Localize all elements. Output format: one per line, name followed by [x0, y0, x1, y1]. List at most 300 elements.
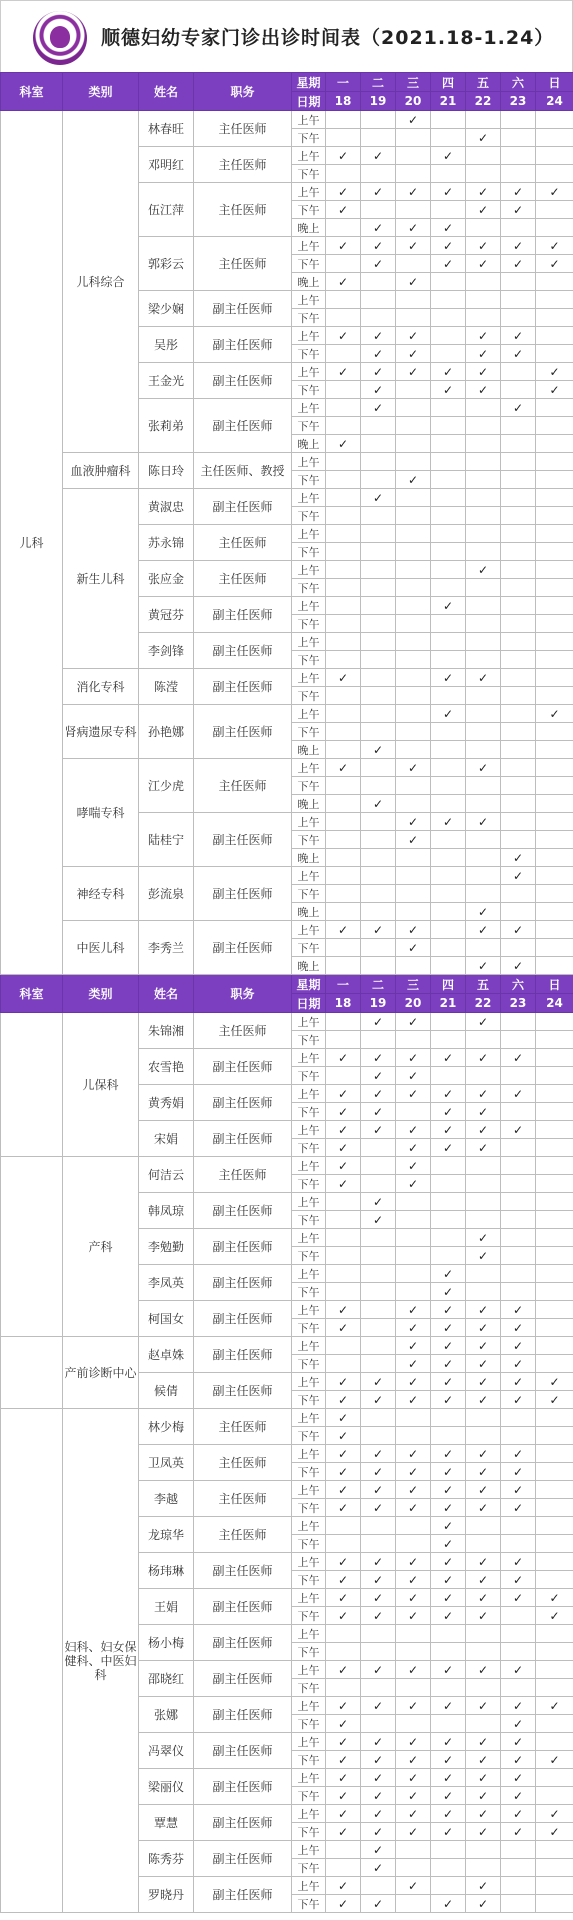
empty-slot: [501, 633, 536, 651]
session-label: 上午: [292, 489, 326, 507]
empty-slot: [396, 1265, 431, 1283]
check-icon: ✓: [326, 363, 361, 381]
empty-slot: [396, 453, 431, 471]
empty-slot: [396, 849, 431, 867]
doctor-title: 副主任医师: [194, 1589, 292, 1625]
empty-slot: [361, 525, 396, 543]
check-icon: ✓: [396, 1067, 431, 1085]
empty-slot: [466, 543, 501, 561]
session-label: 下午: [292, 1391, 326, 1409]
empty-slot: [396, 1643, 431, 1661]
session-label: 下午: [292, 165, 326, 183]
header-dept: 科室: [1, 73, 63, 111]
check-icon: ✓: [501, 1661, 536, 1679]
empty-slot: [396, 129, 431, 147]
header-date: 21: [431, 92, 466, 111]
doctor-title: 主任医师: [194, 1409, 292, 1445]
check-icon: ✓: [501, 1463, 536, 1481]
doctor-title: 副主任医师: [194, 1301, 292, 1337]
page-title: 顺德妇幼专家门诊出诊时间表（2021.18-1.24）: [101, 27, 555, 49]
doctor-name: 伍江萍: [139, 183, 194, 237]
session-label: 上午: [292, 363, 326, 381]
empty-slot: [466, 1643, 501, 1661]
empty-slot: [326, 867, 361, 885]
check-icon: ✓: [501, 1733, 536, 1751]
check-icon: ✓: [361, 1085, 396, 1103]
check-icon: ✓: [466, 237, 501, 255]
empty-slot: [326, 651, 361, 669]
empty-slot: [396, 1679, 431, 1697]
check-icon: ✓: [431, 1121, 466, 1139]
empty-slot: [431, 1841, 466, 1859]
empty-slot: [501, 903, 536, 921]
session-label: 下午: [292, 687, 326, 705]
empty-slot: [466, 507, 501, 525]
empty-slot: [326, 1031, 361, 1049]
header-weekday: 六: [501, 73, 536, 92]
doctor-title: 主任医师: [194, 1481, 292, 1517]
check-icon: ✓: [466, 759, 501, 777]
check-icon: ✓: [466, 1337, 501, 1355]
empty-slot: [326, 1265, 361, 1283]
doctor-name: 农雪艳: [139, 1049, 194, 1085]
empty-slot: [536, 1625, 573, 1643]
session-label: 上午: [292, 1409, 326, 1427]
check-icon: ✓: [326, 327, 361, 345]
empty-slot: [466, 723, 501, 741]
empty-slot: [501, 525, 536, 543]
session-label: 上午: [292, 399, 326, 417]
empty-slot: [361, 1301, 396, 1319]
empty-slot: [361, 687, 396, 705]
doctor-title: 主任医师: [194, 1157, 292, 1193]
doctor-title: 副主任医师: [194, 1373, 292, 1409]
doctor-title: 副主任医师: [194, 1769, 292, 1805]
doctor-title: 副主任医师: [194, 813, 292, 867]
empty-slot: [466, 291, 501, 309]
empty-slot: [361, 507, 396, 525]
check-icon: ✓: [326, 1589, 361, 1607]
check-icon: ✓: [361, 741, 396, 759]
check-icon: ✓: [466, 561, 501, 579]
table-row: [1, 1013, 573, 1031]
session-label: 下午: [292, 345, 326, 363]
session-label: 上午: [292, 183, 326, 201]
empty-slot: [361, 1355, 396, 1373]
empty-slot: [396, 1409, 431, 1427]
doctor-name: 林少梅: [139, 1409, 194, 1445]
empty-slot: [536, 543, 573, 561]
empty-slot: [536, 939, 573, 957]
session-label: 下午: [292, 1175, 326, 1193]
empty-slot: [431, 939, 466, 957]
check-icon: ✓: [326, 1895, 361, 1913]
session-label: 下午: [292, 507, 326, 525]
empty-slot: [466, 849, 501, 867]
check-icon: ✓: [361, 1553, 396, 1571]
empty-slot: [326, 471, 361, 489]
empty-slot: [361, 1319, 396, 1337]
check-icon: ✓: [326, 1175, 361, 1193]
empty-slot: [361, 579, 396, 597]
empty-slot: [501, 1103, 536, 1121]
empty-slot: [396, 525, 431, 543]
empty-slot: [361, 957, 396, 975]
check-icon: ✓: [466, 1607, 501, 1625]
empty-slot: [361, 849, 396, 867]
empty-slot: [361, 543, 396, 561]
doctor-name: 李凤英: [139, 1265, 194, 1301]
header-date: 24: [536, 994, 573, 1013]
header-date: 23: [501, 92, 536, 111]
empty-slot: [536, 903, 573, 921]
empty-slot: [536, 1517, 573, 1535]
empty-slot: [431, 165, 466, 183]
check-icon: ✓: [501, 1715, 536, 1733]
empty-slot: [501, 1535, 536, 1553]
doctor-title: 副主任医师: [194, 597, 292, 633]
doctor-name: 罗晓丹: [139, 1877, 194, 1913]
check-icon: ✓: [466, 921, 501, 939]
check-icon: ✓: [431, 1103, 466, 1121]
doctor-name: 李秀兰: [139, 921, 194, 975]
empty-slot: [431, 867, 466, 885]
doctor-name: 吴彤: [139, 327, 194, 363]
check-icon: ✓: [396, 759, 431, 777]
check-icon: ✓: [361, 1373, 396, 1391]
session-label: 下午: [292, 1319, 326, 1337]
check-icon: ✓: [466, 1355, 501, 1373]
empty-slot: [361, 723, 396, 741]
empty-slot: [466, 885, 501, 903]
table-row: [1, 1157, 573, 1175]
check-icon: ✓: [361, 1211, 396, 1229]
header-date-label: 日期: [292, 92, 326, 111]
check-icon: ✓: [501, 345, 536, 363]
check-icon: ✓: [361, 1841, 396, 1859]
check-icon: ✓: [466, 1877, 501, 1895]
doctor-title: 副主任医师: [194, 363, 292, 399]
empty-slot: [501, 1895, 536, 1913]
empty-slot: [536, 1877, 573, 1895]
check-icon: ✓: [466, 1121, 501, 1139]
empty-slot: [431, 1013, 466, 1031]
check-icon: ✓: [396, 1823, 431, 1841]
check-icon: ✓: [431, 363, 466, 381]
check-icon: ✓: [536, 1751, 573, 1769]
empty-slot: [466, 597, 501, 615]
check-icon: ✓: [396, 1319, 431, 1337]
check-icon: ✓: [361, 795, 396, 813]
session-label: 上午: [292, 1553, 326, 1571]
check-icon: ✓: [466, 1319, 501, 1337]
empty-slot: [501, 597, 536, 615]
empty-slot: [396, 381, 431, 399]
session-label: 上午: [292, 1769, 326, 1787]
header-weekday: 二: [361, 73, 396, 92]
session-label: 上午: [292, 1661, 326, 1679]
empty-slot: [536, 1085, 573, 1103]
empty-slot: [431, 309, 466, 327]
doctor-title: 副主任医师: [194, 921, 292, 975]
category-cell: 哮喘专科: [63, 759, 139, 867]
doctor-title: 副主任医师: [194, 291, 292, 327]
header-date: 19: [361, 994, 396, 1013]
header-weekday: 一: [326, 73, 361, 92]
title-bar: [0, 0, 573, 72]
check-icon: ✓: [501, 1805, 536, 1823]
empty-slot: [396, 669, 431, 687]
empty-slot: [431, 1427, 466, 1445]
check-icon: ✓: [431, 1607, 466, 1625]
session-label: 上午: [292, 1841, 326, 1859]
check-icon: ✓: [396, 1877, 431, 1895]
check-icon: ✓: [536, 1589, 573, 1607]
check-icon: ✓: [361, 1481, 396, 1499]
empty-slot: [466, 1625, 501, 1643]
empty-slot: [501, 1157, 536, 1175]
empty-slot: [536, 957, 573, 975]
doctor-title: 副主任医师: [194, 1841, 292, 1877]
doctor-name: 邵晓红: [139, 1661, 194, 1697]
check-icon: ✓: [326, 273, 361, 291]
check-icon: ✓: [361, 1103, 396, 1121]
empty-slot: [326, 1625, 361, 1643]
check-icon: ✓: [396, 111, 431, 129]
empty-slot: [501, 1859, 536, 1877]
session-label: 上午: [292, 1733, 326, 1751]
empty-slot: [431, 579, 466, 597]
check-icon: ✓: [396, 1355, 431, 1373]
empty-slot: [466, 525, 501, 543]
check-icon: ✓: [326, 1409, 361, 1427]
check-icon: ✓: [431, 147, 466, 165]
check-icon: ✓: [396, 1553, 431, 1571]
empty-slot: [431, 831, 466, 849]
check-icon: ✓: [361, 1121, 396, 1139]
empty-slot: [536, 1067, 573, 1085]
doctor-title: 副主任医师: [194, 867, 292, 921]
session-label: 下午: [292, 1463, 326, 1481]
empty-slot: [501, 1679, 536, 1697]
empty-slot: [501, 471, 536, 489]
check-icon: ✓: [396, 1769, 431, 1787]
check-icon: ✓: [361, 399, 396, 417]
empty-slot: [536, 219, 573, 237]
category-cell: 中医儿科: [63, 921, 139, 975]
empty-slot: [501, 1841, 536, 1859]
empty-slot: [431, 921, 466, 939]
check-icon: ✓: [501, 1373, 536, 1391]
empty-slot: [396, 1283, 431, 1301]
check-icon: ✓: [466, 327, 501, 345]
empty-slot: [466, 1175, 501, 1193]
schedule-table: [0, 72, 573, 1913]
doctor-title: 副主任医师: [194, 1733, 292, 1769]
empty-slot: [466, 741, 501, 759]
check-icon: ✓: [501, 1085, 536, 1103]
check-icon: ✓: [361, 381, 396, 399]
empty-slot: [501, 1031, 536, 1049]
empty-slot: [501, 1175, 536, 1193]
empty-slot: [536, 1553, 573, 1571]
check-icon: ✓: [431, 1571, 466, 1589]
empty-slot: [536, 1319, 573, 1337]
empty-slot: [326, 831, 361, 849]
check-icon: ✓: [431, 1283, 466, 1301]
check-icon: ✓: [396, 1589, 431, 1607]
session-label: 晚上: [292, 435, 326, 453]
empty-slot: [396, 1517, 431, 1535]
check-icon: ✓: [501, 1823, 536, 1841]
empty-slot: [326, 849, 361, 867]
empty-slot: [361, 1715, 396, 1733]
check-icon: ✓: [361, 1571, 396, 1589]
check-icon: ✓: [536, 705, 573, 723]
empty-slot: [326, 795, 361, 813]
empty-slot: [536, 1301, 573, 1319]
doctor-title: 副主任医师: [194, 1661, 292, 1697]
check-icon: ✓: [431, 1661, 466, 1679]
empty-slot: [431, 849, 466, 867]
check-icon: ✓: [536, 1391, 573, 1409]
empty-slot: [536, 1643, 573, 1661]
empty-slot: [466, 1859, 501, 1877]
header-category: 类别: [63, 73, 139, 111]
empty-slot: [396, 1715, 431, 1733]
header-title: 职务: [194, 73, 292, 111]
doctor-name: 陆桂宁: [139, 813, 194, 867]
check-icon: ✓: [361, 1049, 396, 1067]
check-icon: ✓: [396, 813, 431, 831]
check-icon: ✓: [326, 1373, 361, 1391]
empty-slot: [431, 489, 466, 507]
empty-slot: [361, 1535, 396, 1553]
empty-slot: [501, 831, 536, 849]
empty-slot: [326, 1859, 361, 1877]
doctor-name: 杨小梅: [139, 1625, 194, 1661]
empty-slot: [326, 111, 361, 129]
session-label: 上午: [292, 1337, 326, 1355]
empty-slot: [466, 1283, 501, 1301]
check-icon: ✓: [431, 255, 466, 273]
empty-slot: [536, 453, 573, 471]
empty-slot: [361, 435, 396, 453]
empty-slot: [466, 1031, 501, 1049]
session-label: 下午: [292, 1355, 326, 1373]
empty-slot: [326, 705, 361, 723]
dept-cell: [1, 1337, 63, 1409]
check-icon: ✓: [501, 237, 536, 255]
empty-slot: [501, 669, 536, 687]
doctor-name: 陈滢: [139, 669, 194, 705]
check-icon: ✓: [431, 1445, 466, 1463]
category-cell: 产前诊断中心: [63, 1337, 139, 1409]
check-icon: ✓: [466, 1553, 501, 1571]
empty-slot: [501, 147, 536, 165]
empty-slot: [326, 399, 361, 417]
table-row: [1, 453, 573, 471]
session-label: 下午: [292, 1535, 326, 1553]
check-icon: ✓: [466, 1733, 501, 1751]
check-icon: ✓: [396, 363, 431, 381]
check-icon: ✓: [431, 1517, 466, 1535]
empty-slot: [501, 543, 536, 561]
empty-slot: [501, 1517, 536, 1535]
check-icon: ✓: [361, 921, 396, 939]
empty-slot: [396, 417, 431, 435]
empty-slot: [396, 561, 431, 579]
category-cell: 儿保科: [63, 1013, 139, 1157]
session-label: 上午: [292, 327, 326, 345]
check-icon: ✓: [501, 1121, 536, 1139]
empty-slot: [431, 633, 466, 651]
session-label: 下午: [292, 777, 326, 795]
doctor-title: 主任医师: [194, 237, 292, 291]
header-weekday: 三: [396, 975, 431, 994]
empty-slot: [326, 1229, 361, 1247]
doctor-name: 孙艳娜: [139, 705, 194, 759]
empty-slot: [396, 795, 431, 813]
check-icon: ✓: [466, 1697, 501, 1715]
check-icon: ✓: [326, 1427, 361, 1445]
empty-slot: [466, 777, 501, 795]
check-icon: ✓: [536, 237, 573, 255]
session-label: 上午: [292, 1013, 326, 1031]
empty-slot: [431, 651, 466, 669]
empty-slot: [536, 1409, 573, 1427]
empty-slot: [326, 219, 361, 237]
empty-slot: [431, 1067, 466, 1085]
doctor-name: 李勉勤: [139, 1229, 194, 1265]
check-icon: ✓: [326, 1787, 361, 1805]
session-label: 下午: [292, 201, 326, 219]
empty-slot: [536, 1427, 573, 1445]
check-icon: ✓: [326, 1751, 361, 1769]
empty-slot: [431, 1229, 466, 1247]
session-label: 下午: [292, 1067, 326, 1085]
header-date: 19: [361, 92, 396, 111]
empty-slot: [431, 561, 466, 579]
doctor-title: 主任医师: [194, 111, 292, 147]
empty-slot: [466, 1679, 501, 1697]
check-icon: ✓: [361, 1013, 396, 1031]
empty-slot: [361, 1409, 396, 1427]
check-icon: ✓: [361, 1823, 396, 1841]
empty-slot: [466, 1265, 501, 1283]
empty-slot: [361, 759, 396, 777]
doctor-name: 江少虎: [139, 759, 194, 813]
empty-slot: [431, 741, 466, 759]
header-weekday: 四: [431, 73, 466, 92]
doctor-name: 陈日玲: [139, 453, 194, 489]
check-icon: ✓: [466, 381, 501, 399]
empty-slot: [466, 1157, 501, 1175]
empty-slot: [536, 345, 573, 363]
check-icon: ✓: [431, 1319, 466, 1337]
empty-slot: [396, 1859, 431, 1877]
empty-slot: [536, 615, 573, 633]
doctor-name: 梁丽仪: [139, 1769, 194, 1805]
empty-slot: [501, 453, 536, 471]
session-label: 上午: [292, 1301, 326, 1319]
check-icon: ✓: [326, 1607, 361, 1625]
empty-slot: [466, 147, 501, 165]
doctor-title: 副主任医师: [194, 399, 292, 453]
empty-slot: [536, 291, 573, 309]
empty-slot: [466, 1517, 501, 1535]
empty-slot: [536, 1355, 573, 1373]
